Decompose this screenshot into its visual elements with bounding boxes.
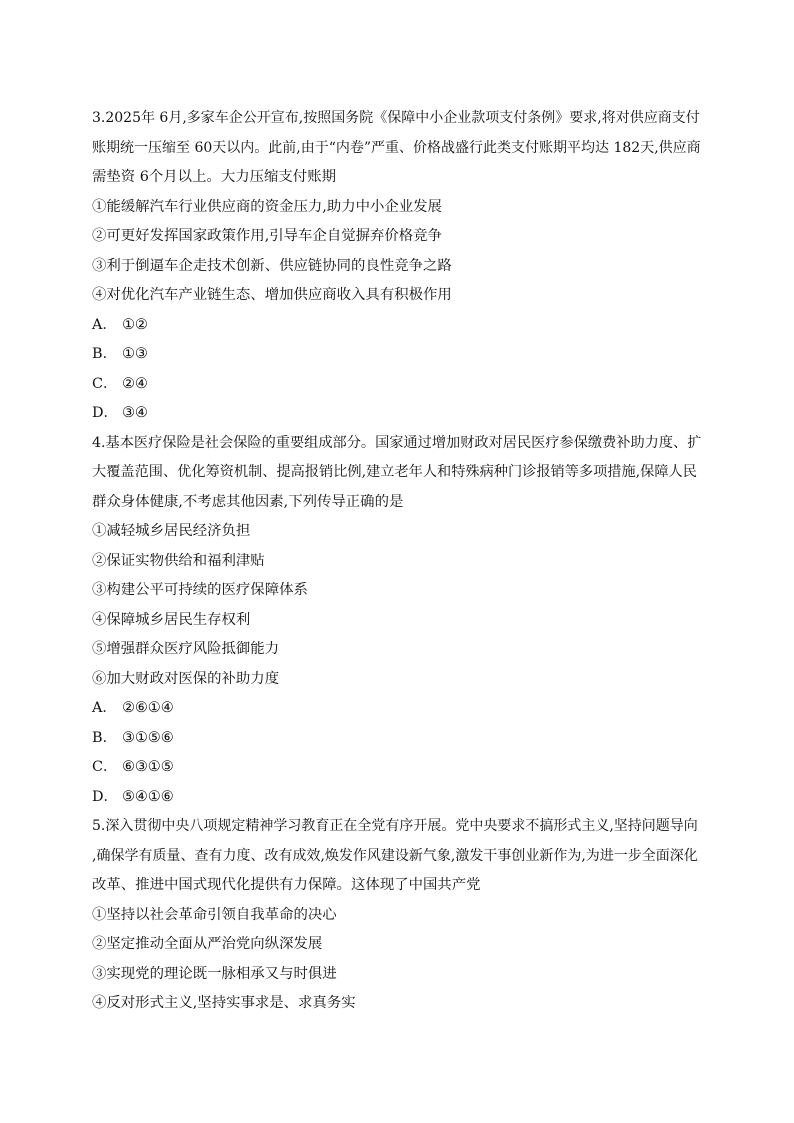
stem-line: 群众身体健康,不考虑其他因素,下列传导正确的是 (92, 493, 404, 510)
question-3-stem (92, 104, 704, 193)
statement: ③构建公平可持续的医疗保障体系 (92, 582, 308, 598)
question-4-stem (92, 429, 704, 518)
option-b[interactable] (92, 340, 704, 370)
option-letter: D． (92, 405, 118, 421)
option-text: ①② (122, 316, 148, 333)
stem-line: 大覆盖范围、优化筹资机制、提高报销比例,建立老年人和特殊病种门诊报销等多项措施,保障人民 (92, 464, 697, 480)
statement: ③实现党的理论既一脉相承又与时俱进 (92, 965, 337, 982)
question-3 (92, 104, 704, 429)
stem-line: 3.2025年 6月,多家车企公开宣布,按照国务院《保障中小企业款项支付条例》要求,将对供应商支付 (92, 110, 700, 126)
option-letter: C． (92, 375, 118, 392)
option-text: ③①⑤⑥ (122, 729, 174, 746)
statement: ①减轻城乡居民经济负担 (92, 523, 251, 539)
statement: ⑤增强群众医疗风险抵御能力 (92, 641, 280, 657)
option-d[interactable] (92, 783, 704, 813)
statement: ③利于倒逼车企走技术创新、供应链协同的良性竞争之路 (92, 257, 452, 274)
option-text: ⑥③①⑤ (122, 759, 174, 775)
statement: ②保证实物供给和福利津贴 (92, 552, 265, 569)
option-letter: B． (92, 346, 117, 362)
question-4 (92, 429, 704, 813)
option-c[interactable] (92, 370, 704, 400)
option-a[interactable] (92, 694, 704, 724)
statement: ④对优化汽车产业链生态、增加供应商收入具有积极作用 (92, 287, 452, 303)
stem-line: 改革、推进中国式现代化提供有力保障。这体现了中国共产党 (92, 877, 481, 893)
option-text: ①③ (122, 346, 148, 362)
stem-line: 账期统一压缩至 60天以内。此前,由于“内卷”严重、价格战盛行此类支付账期平均达 182天,供应商 (92, 139, 701, 156)
option-letter: D． (92, 788, 118, 805)
statement: ①坚持以社会革命引领自我革命的决心 (92, 906, 337, 923)
option-letter: B． (92, 729, 117, 746)
stem-line: 需垫资 6个月以上。大力压缩支付账期 (92, 169, 336, 185)
statement: ④保障城乡居民生存权利 (92, 611, 251, 628)
option-text: ②④ (122, 375, 148, 392)
option-b[interactable] (92, 724, 704, 754)
option-c[interactable] (92, 753, 704, 783)
statement: ②可更好发挥国家政策作用,引导车企自觉摒弃价格竞争 (92, 228, 442, 244)
option-text: ⑤④①⑥ (122, 788, 174, 805)
question-5 (92, 812, 704, 1019)
stem-line: 4.基本医疗保险是社会保险的重要组成部分。国家通过增加财政对居民医疗参保缴费补助力度、扩 (92, 434, 702, 451)
statement: ④反对形式主义,坚持实事求是、求真务实 (92, 995, 356, 1011)
option-letter: A． (92, 316, 117, 333)
option-letter: A． (92, 700, 117, 716)
question-list (92, 104, 704, 1019)
stem-line: 5.深入贯彻中央八项规定精神学习教育正在全党有序开展。党中央要求不搞形式主义,坚持问题导向 (92, 818, 698, 834)
statement: ②坚定推动全面从严治党向纵深发展 (92, 936, 323, 952)
option-text: ②⑥①④ (122, 700, 174, 716)
statement: ⑥加大财政对医保的补助力度 (92, 670, 280, 687)
stem-line: ,确保学有质量、查有力度、改有成效,焕发作风建设新气象,激发干事创业新作为,为进一步全面深化 (92, 847, 698, 864)
statement: ①能缓解汽车行业供应商的资金压力,助力中小企业发展 (92, 198, 442, 215)
option-a[interactable] (92, 311, 704, 341)
option-letter: C． (92, 759, 118, 775)
question-5-stem (92, 812, 704, 901)
option-text: ③④ (122, 405, 148, 421)
option-d[interactable] (92, 399, 704, 429)
